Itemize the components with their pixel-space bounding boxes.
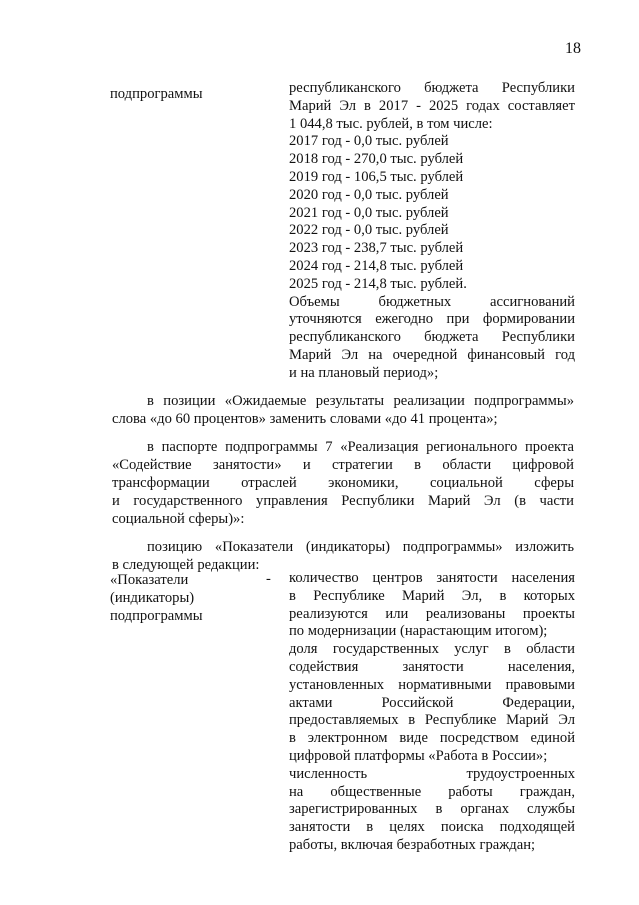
text-line: уточняются ежегодно при формировании: [289, 311, 575, 328]
indicator-line: реализуются или реализованы проекты: [289, 605, 575, 622]
block1-label: подпрограммы: [110, 86, 203, 102]
label-line: «Показатели: [110, 572, 189, 588]
indicator-line: актами Российской Федерации,: [289, 694, 575, 711]
text-line: и на плановый период»;: [289, 364, 439, 381]
label-line: подпрограммы: [110, 608, 203, 624]
text-line: слова «до 60 процентов» заменить словами «до 41 процента»;: [112, 411, 498, 427]
year-line: 2023 год - 238,7 тыс. рублей: [289, 240, 464, 257]
indicator-line: в Республике Марий Эл, в которых: [289, 587, 575, 604]
text-line: в позиции «Ожидаемые результаты реализации подпрограммы»: [147, 393, 574, 409]
text-line: в паспорте подпрограммы 7 «Реализация регионального проекта: [147, 439, 574, 455]
year-line: 2021 год - 0,0 тыс. рублей: [289, 204, 449, 221]
text-line: позицию «Показатели (индикаторы) подпрограммы» изложить: [147, 539, 574, 555]
year-line: 2020 год - 0,0 тыс. рублей: [289, 186, 449, 203]
body-paragraphs: [112, 392, 574, 584]
paragraph-1: [112, 392, 574, 428]
indicator-line: содействия занятости населения,: [289, 658, 575, 675]
text-line: в следующей редакции:: [112, 557, 260, 573]
label-line: (индикаторы): [110, 590, 195, 606]
paragraph-3: [112, 538, 574, 574]
year-line: 2017 год - 0,0 тыс. рублей: [289, 133, 449, 150]
indicator-line: численность трудоустроенных: [289, 765, 575, 782]
block2-dash: -: [266, 571, 271, 587]
indicator-line: на общественные работы граждан,: [289, 783, 575, 800]
indicator-line: занятости в целях поиска подходящей: [289, 819, 575, 836]
indicator-line: установленных нормативными правовыми: [289, 676, 575, 693]
indicator-line: в электронном виде посредством единой: [289, 730, 575, 747]
block1-text: [289, 80, 575, 383]
year-line: 2018 год - 270,0 тыс. рублей: [289, 151, 464, 168]
year-line: 2025 год - 214,8 тыс. рублей.: [289, 275, 467, 292]
year-line: 2022 год - 0,0 тыс. рублей: [289, 222, 449, 239]
block2-label: [110, 571, 203, 625]
indicator-line: цифровой платформы «Работа в России»;: [289, 747, 548, 764]
text-line: «Содействие занятости» и стратегии в области цифровой: [112, 457, 574, 473]
year-line: 2024 год - 214,8 тыс. рублей: [289, 257, 464, 274]
indicator-line: доля государственных услуг в области: [289, 641, 575, 658]
text-line: республиканского бюджета Республики: [289, 329, 575, 346]
indicator-line: по модернизации (нарастающим итогом);: [289, 623, 548, 640]
indicator-line: работы, включая безработных граждан;: [289, 836, 536, 853]
text-line: Марий Эл на очередной финансовый год: [289, 346, 575, 363]
page-number: 18: [565, 40, 581, 57]
text-line: Объемы бюджетных ассигнований: [289, 293, 575, 310]
text-line: Марий Эл в 2017 - 2025 годах составляет: [289, 97, 575, 114]
indicator-line: зарегистрированных в органах службы: [289, 801, 575, 818]
year-line: 2019 год - 106,5 тыс. рублей: [289, 168, 464, 185]
block2-text: [289, 570, 575, 855]
text-line: 1 044,8 тыс. рублей, в том числе:: [289, 115, 493, 132]
indicator-line: предоставляемых в Республике Марий Эл: [289, 712, 575, 729]
indicator-line: количество центров занятости населения: [289, 570, 575, 586]
text-line: трансформации отраслей экономики, социальной сферы: [112, 475, 574, 491]
text-line: республиканского бюджета Республики: [289, 80, 575, 96]
text-line: и государственного управления Республики Марий Эл (в части: [112, 493, 574, 509]
paragraph-2: [112, 438, 574, 528]
text-line: социальной сферы)»:: [112, 511, 245, 527]
